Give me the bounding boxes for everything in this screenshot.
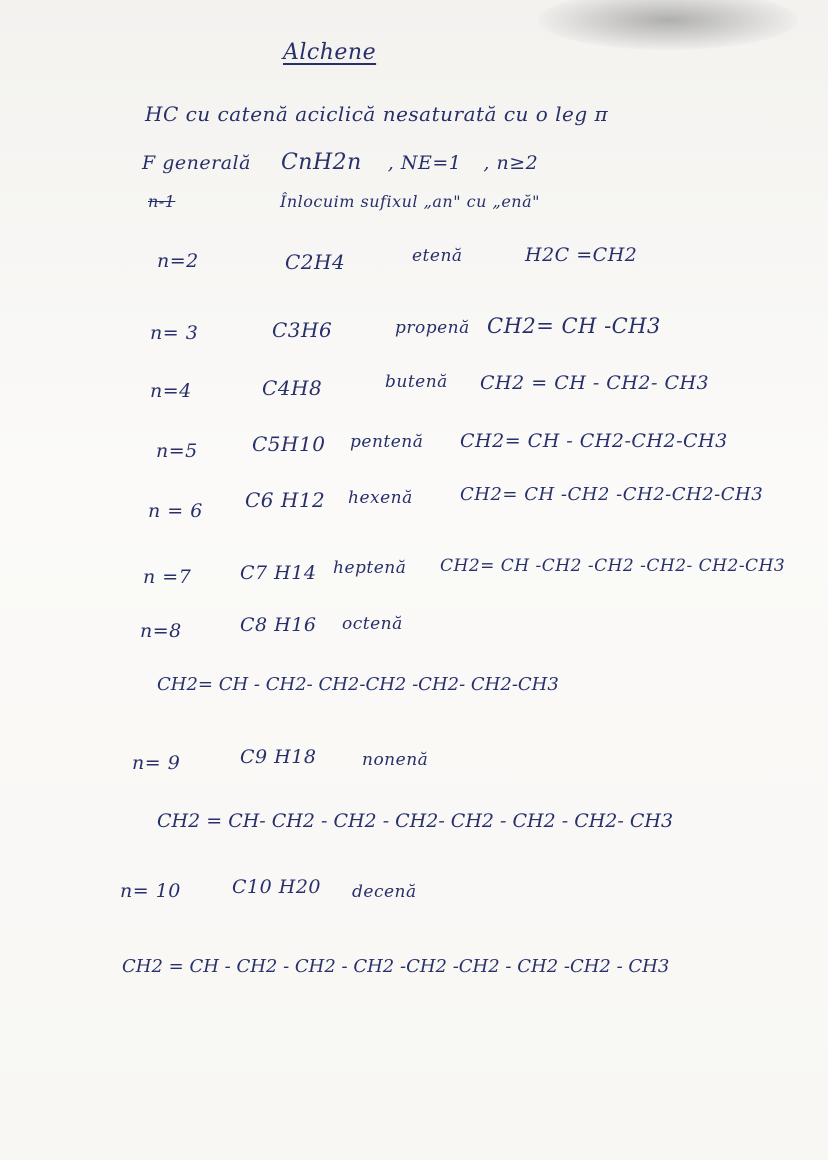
page-title: Alchene [283, 40, 377, 65]
row-formula: C5H10 [252, 432, 326, 456]
paper-shadow [538, 0, 798, 50]
row-formula: C10 H20 [232, 876, 321, 898]
row-name: hexenă [348, 488, 413, 508]
row-n: n= 9 [132, 752, 181, 774]
row-structure: CH2= CH - CH2-CH2-CH3 [460, 430, 728, 452]
nonene-structure: CH2 = CH- CH2 - CH2 - CH2- CH2 - CH2 - CH2- CH3 [157, 810, 674, 832]
row-structure: CH2= CH -CH3 [487, 314, 661, 338]
row-n: n=8 [140, 620, 182, 642]
row-n: n = 6 [148, 500, 203, 522]
row-name: butenă [385, 372, 448, 392]
row-formula: C9 H18 [240, 746, 317, 768]
row-n: n =7 [143, 566, 192, 588]
row-n: n= 3 [150, 322, 199, 344]
row-formula: C4H8 [262, 376, 323, 400]
row-formula: C2H4 [285, 250, 346, 274]
general-formula: CnH2n [280, 150, 362, 175]
row-name: pentenă [350, 432, 424, 452]
octene-structure: CH2= CH - CH2- CH2-CH2 -CH2- CH2-CH3 [157, 674, 559, 695]
row-formula: C6 H12 [245, 488, 326, 512]
row-n: n=5 [156, 440, 198, 462]
row-formula: C7 H14 [240, 562, 317, 584]
row-name: nonenă [362, 750, 429, 770]
row-structure: CH2= CH -CH2 -CH2 -CH2- CH2-CH3 [440, 556, 786, 576]
row-name: propenă [395, 318, 470, 338]
row-structure: CH2 = CH - CH2- CH3 [480, 372, 710, 394]
row-formula: C3H6 [272, 318, 333, 342]
row-n: n=2 [157, 250, 199, 272]
definition-line: HC cu catenă aciclică nesaturată cu o leg π [145, 102, 609, 126]
row-formula: C8 H16 [240, 614, 317, 636]
suffix-note-line [148, 192, 540, 211]
row-n: n=4 [150, 380, 192, 402]
row-structure: CH2= CH -CH2 -CH2-CH2-CH3 [460, 484, 764, 505]
struck-text: n-1 [148, 192, 176, 211]
general-formula-line [142, 150, 538, 175]
row-structure: H2C =CH2 [525, 244, 638, 266]
row-name: heptenă [333, 558, 407, 578]
ne-value: , NE=1 [387, 152, 462, 174]
decene-structure: CH2 = CH - CH2 - CH2 - CH2 -CH2 -CH2 - CH2 -CH2 - CH3 [122, 956, 670, 977]
general-label: F generală [142, 152, 251, 174]
suffix-note: Înlocuim sufixul „an" cu „enă" [280, 192, 540, 211]
n-condition: , n≥2 [483, 152, 539, 174]
row-n: n= 10 [120, 880, 181, 902]
row-name: etenă [412, 246, 463, 266]
row-name: decenă [352, 882, 417, 902]
row-name: octenă [342, 614, 403, 634]
